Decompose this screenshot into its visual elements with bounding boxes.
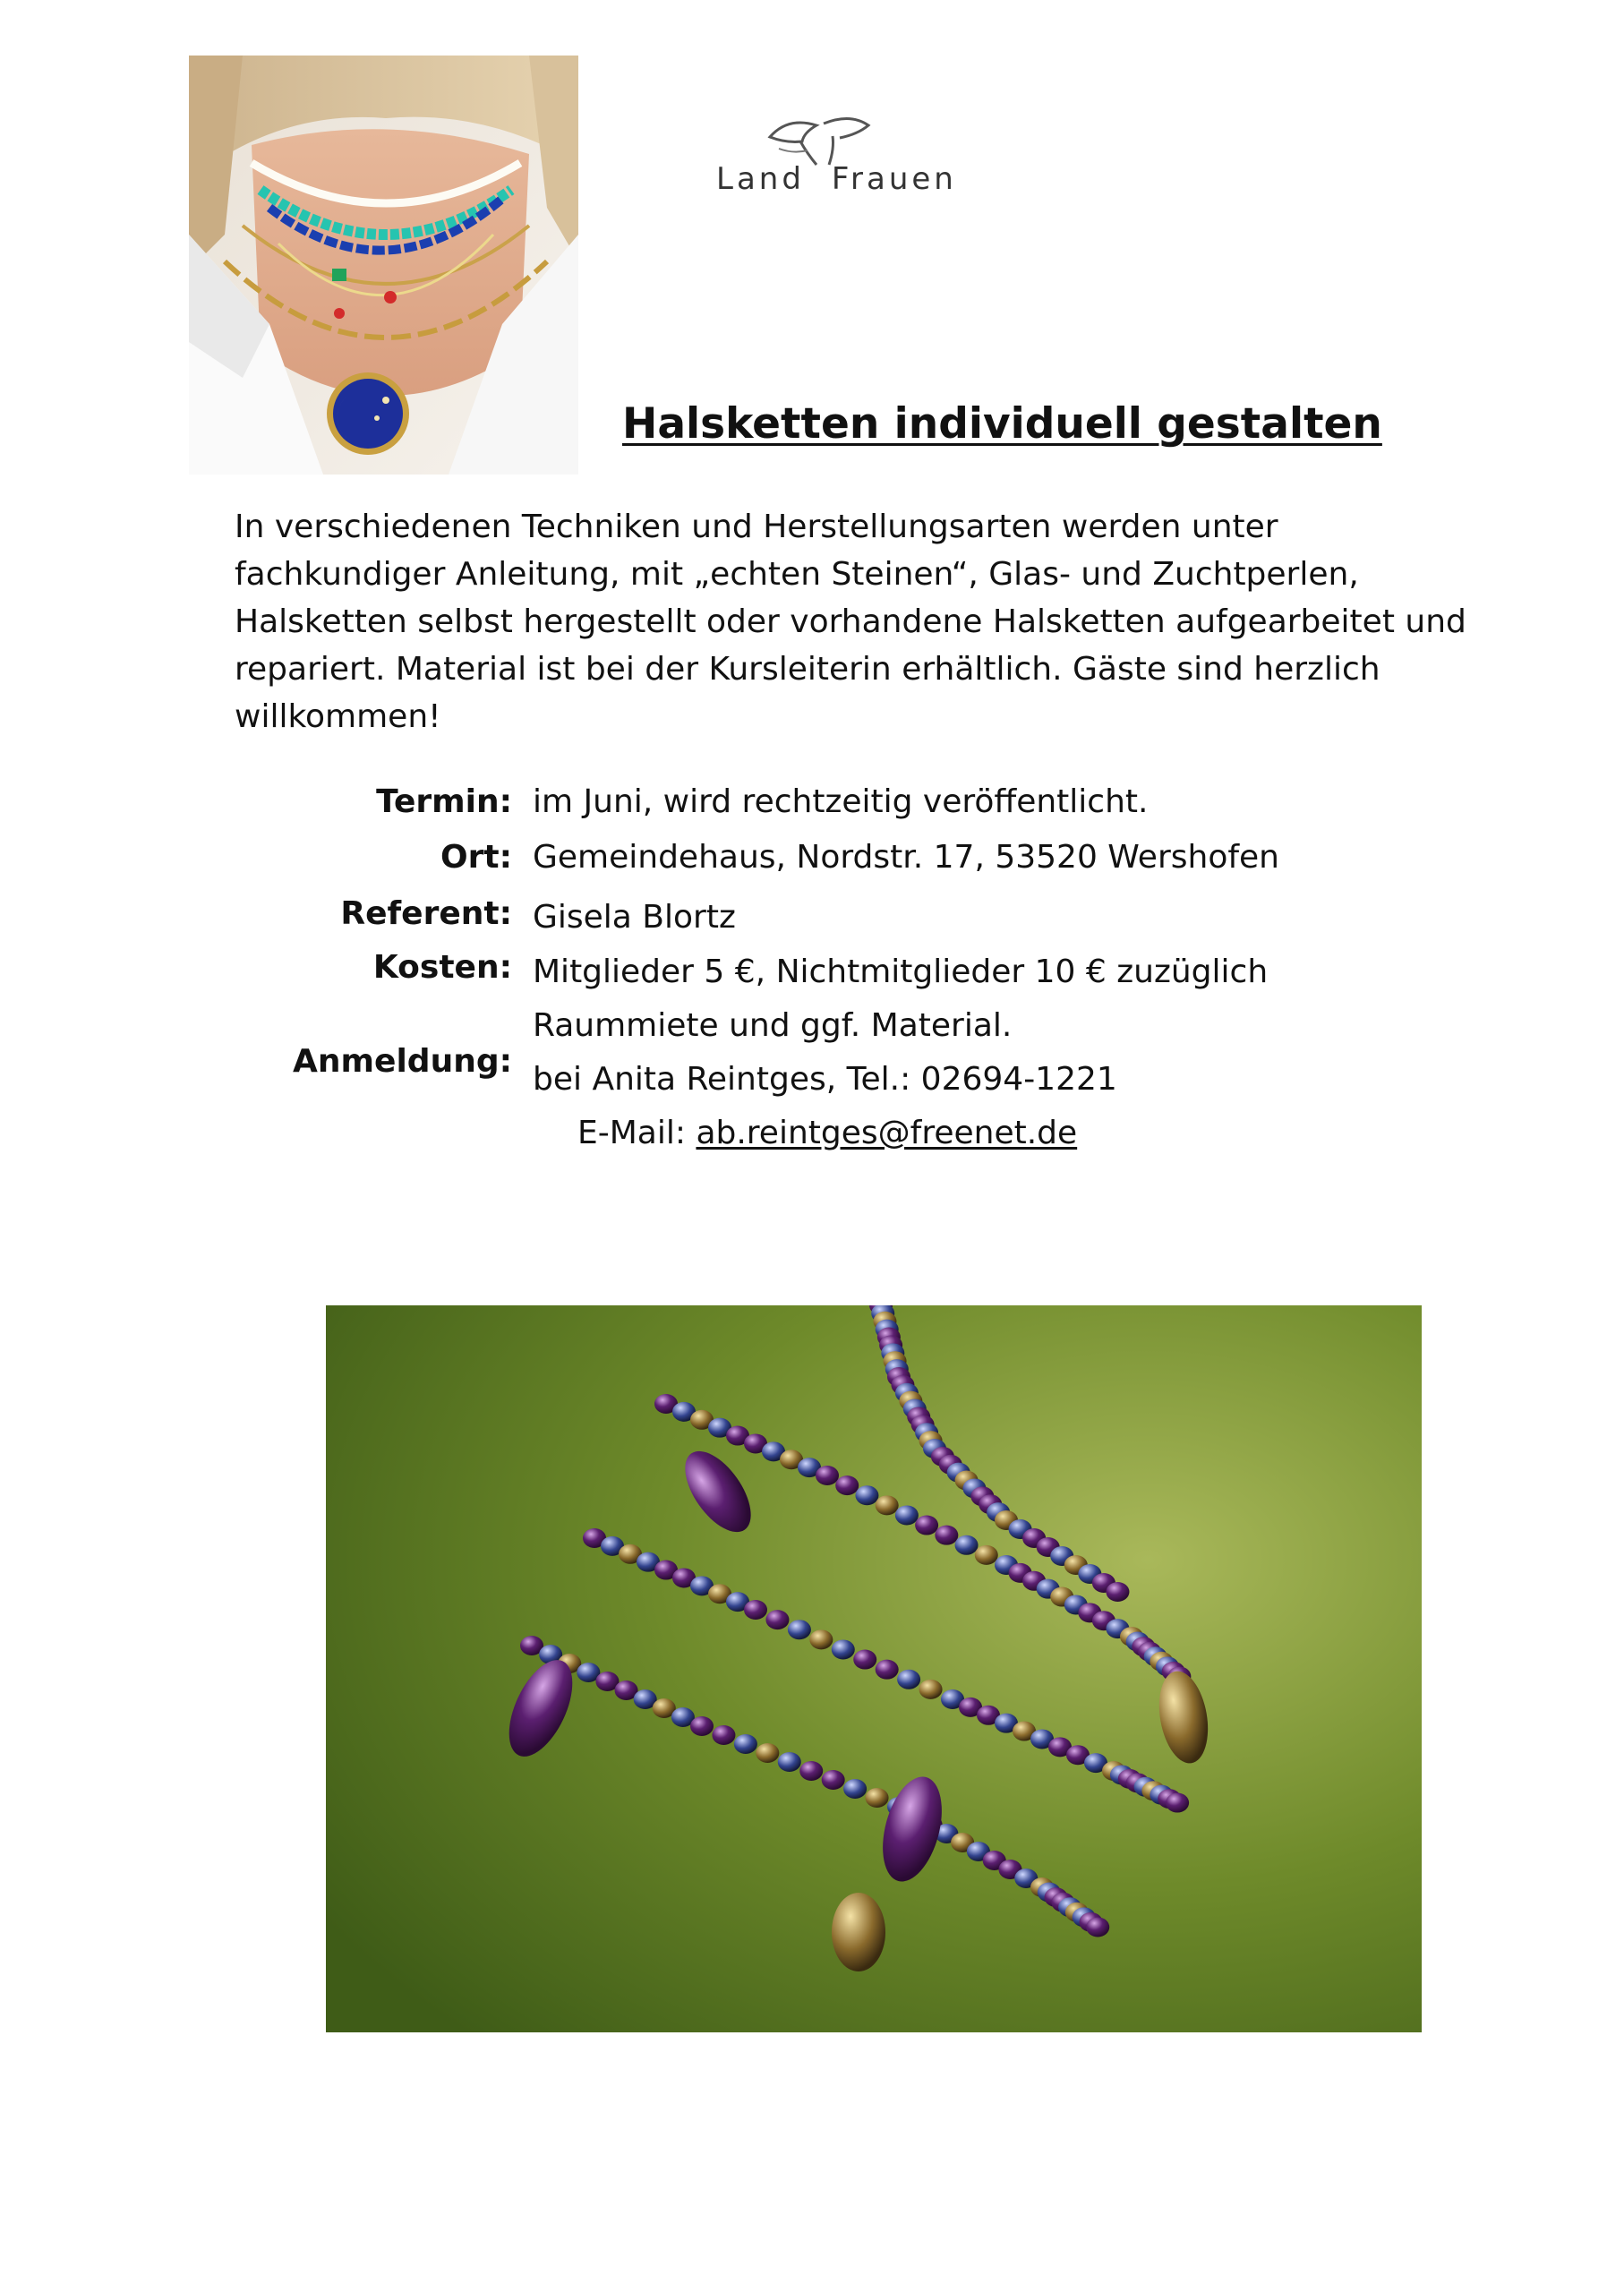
- kosten-value-line1: Mitglieder 5 €, Nichtmitglieder 10 € zuzüglich: [533, 954, 1269, 990]
- logo-text-land: Land: [716, 161, 805, 197]
- landfrauen-logo: [707, 115, 967, 204]
- termin-label: Termin:: [376, 783, 512, 820]
- email-link[interactable]: ab.reintges@freenet.de: [696, 1115, 1078, 1151]
- intro-paragraph: In verschiedenen Techniken und Herstellungsarten werden unter fachkundiger Anleitung, mit „echten Steinen“, Glas- und Zuchtperlen, Halsketten selbst hergestellt oder vorhandene Halsketten aufgearbeitet und repariert. Material ist bei der Kursleiterin erhältlich. Gäste sind herzlich willkommen!: [235, 509, 1466, 735]
- referent-value: Gisela Blortz: [533, 899, 736, 936]
- ort-value: Gemeindehaus, Nordstr. 17, 53520 Wershofen: [533, 839, 1279, 876]
- anmeldung-label: Anmeldung:: [293, 1043, 512, 1080]
- referent-label: Referent:: [340, 895, 512, 932]
- necklace-photo: [189, 56, 578, 475]
- kosten-label: Kosten:: [372, 949, 512, 986]
- page-title: Halsketten individuell gestalten: [622, 399, 1382, 449]
- anmeldung-value: bei Anita Reintges, Tel.: 02694-1221: [533, 1061, 1117, 1098]
- termin-value: im Juni, wird rechtzeitig veröffentlicht.: [533, 783, 1149, 820]
- logo-text-frauen: Frauen: [831, 161, 957, 197]
- ort-label: Ort:: [440, 839, 512, 876]
- bead-photo: [326, 1305, 1422, 2032]
- logo-text: [716, 161, 957, 197]
- bee-logo-icon: [761, 115, 895, 168]
- kosten-value-line2: Raummiete und ggf. Material.: [533, 1007, 1013, 1044]
- email-prefix: E-Mail:: [577, 1115, 697, 1151]
- email-line: [577, 1115, 1077, 1151]
